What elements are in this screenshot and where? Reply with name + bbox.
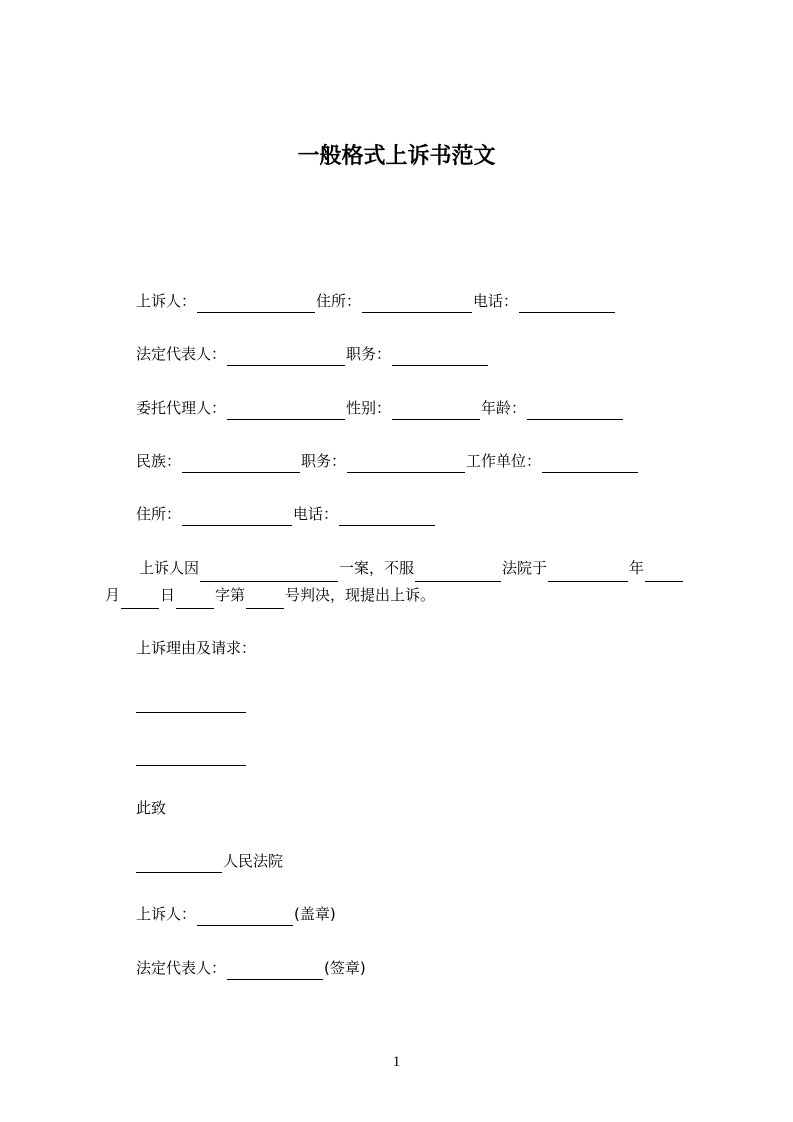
ethnicity-row (136, 449, 639, 473)
para-text-1: 上诉人因 (139, 559, 200, 577)
appellant-blank[interactable] (197, 295, 315, 313)
gender-label: 性别： (346, 399, 392, 417)
para-text-3: 法院于 (502, 559, 548, 577)
address-label: 住所： (316, 292, 362, 310)
day-blank[interactable] (121, 591, 159, 609)
reason-blank-2[interactable] (136, 748, 246, 766)
court-row (136, 849, 283, 873)
legal-rep-signature-label: 法定代表人： (136, 959, 227, 977)
appellant-signature-label: 上诉人： (136, 905, 197, 923)
phone-label: 电话： (473, 292, 519, 310)
legal-rep-signature-row (136, 956, 366, 980)
para-text-2: 一案，不服 (339, 559, 415, 577)
court-name-blank[interactable] (136, 855, 222, 873)
position2-label: 职务： (301, 452, 347, 470)
appellant-signature-blank[interactable] (197, 908, 293, 926)
age-blank[interactable] (527, 402, 623, 420)
employer-blank[interactable] (542, 455, 638, 473)
legal-rep-seal: (签章) (324, 959, 366, 977)
appellant-label: 上诉人： (136, 292, 197, 310)
word-blank[interactable] (176, 591, 214, 609)
reasons-label: 上诉理由及请求： (136, 639, 257, 657)
gender-blank[interactable] (392, 402, 480, 420)
phone-blank[interactable] (519, 295, 615, 313)
agent-row (136, 396, 624, 420)
appellant-signature-row (136, 902, 336, 926)
agent-blank[interactable] (227, 402, 345, 420)
court-label: 人民法院 (223, 852, 284, 870)
address-blank[interactable] (362, 295, 472, 313)
case-blank[interactable] (200, 564, 338, 582)
appeal-paragraph (105, 555, 705, 609)
para-text-5: 月 (105, 586, 121, 604)
legal-rep-signature-blank[interactable] (227, 962, 323, 980)
position-label: 职务： (346, 345, 392, 363)
ethnicity-blank[interactable] (182, 455, 300, 473)
reason-line-2 (136, 742, 246, 766)
reason-line-1 (136, 689, 246, 713)
address-row (136, 502, 436, 526)
address2-blank[interactable] (182, 508, 292, 526)
legal-rep-label: 法定代表人： (136, 345, 227, 363)
para-text-8: 号判决，现提出上诉。 (285, 586, 436, 604)
position2-blank[interactable] (347, 455, 465, 473)
appellant-seal: (盖章) (294, 905, 336, 923)
agent-label: 委托代理人： (136, 399, 227, 417)
employer-label: 工作单位： (466, 452, 542, 470)
salutation: 此致 (136, 799, 167, 817)
age-label: 年龄： (481, 399, 527, 417)
para-text-4: 年 (629, 559, 645, 577)
court-blank[interactable] (415, 564, 501, 582)
year-blank[interactable] (548, 564, 628, 582)
appellant-row (136, 289, 616, 313)
phone2-label: 电话： (293, 505, 339, 523)
para-text-7: 字第 (215, 586, 246, 604)
number-blank[interactable] (246, 591, 284, 609)
page-number: 1 (392, 1054, 401, 1070)
document-title: 一般格式上诉书范文 (297, 144, 496, 169)
reason-blank-1[interactable] (136, 695, 246, 713)
legal-rep-blank[interactable] (227, 348, 345, 366)
position-blank[interactable] (392, 348, 488, 366)
para-text-6: 日 (160, 586, 176, 604)
legal-rep-row (136, 342, 489, 366)
ethnicity-label: 民族： (136, 452, 182, 470)
phone2-blank[interactable] (339, 508, 435, 526)
address2-label: 住所： (136, 505, 182, 523)
month-blank[interactable] (645, 564, 683, 582)
